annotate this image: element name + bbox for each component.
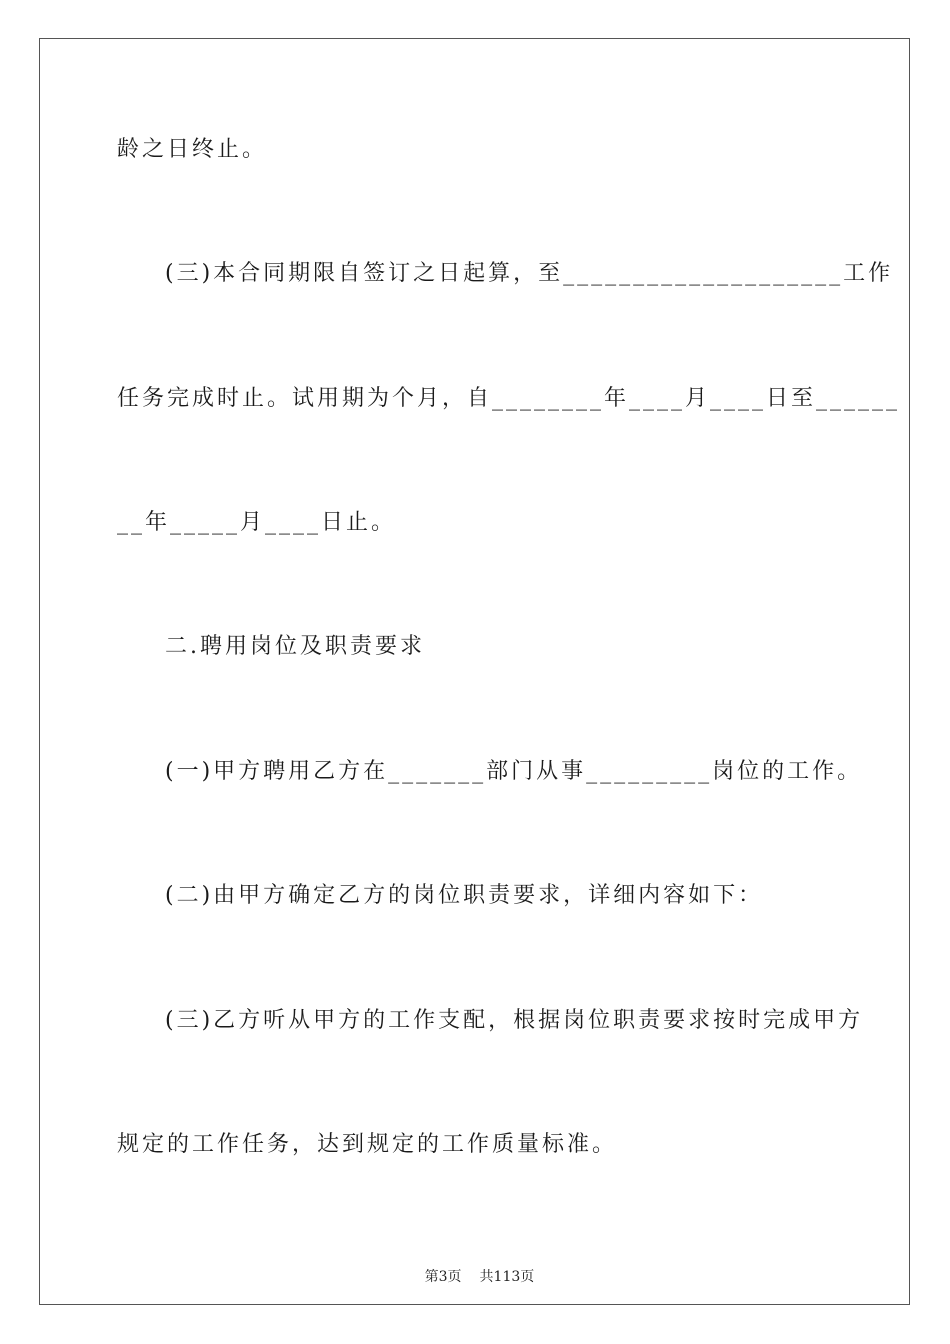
paragraph-line: (一)甲方聘用乙方在_______部门从事_________岗位的工作。: [165, 759, 863, 784]
paragraph-line: 规定的工作任务，达到规定的工作质量标准。: [117, 1132, 618, 1157]
paragraph-line: (三)本合同期限自签订之日起算，至____________________工作: [165, 261, 894, 286]
section-heading: 二.聘用岗位及职责要求: [165, 634, 425, 659]
paragraph-line: __年_____月____日止。: [117, 510, 397, 535]
paragraph-line: 龄之日终止。: [117, 137, 268, 162]
page-frame: [39, 38, 910, 1305]
paragraph-line: 任务完成时止。试用期为个月，自________年____月____日至______: [117, 386, 901, 411]
page-footer: [0, 1247, 950, 1287]
page-number: 第3页: [424, 1269, 462, 1285]
page-total: 共113页: [479, 1269, 535, 1285]
paragraph-line: (二)由甲方确定乙方的岗位职责要求，详细内容如下：: [165, 883, 764, 908]
paragraph-line: (三)乙方听从甲方的工作支配，根据岗位职责要求按时完成甲方: [165, 1008, 864, 1033]
